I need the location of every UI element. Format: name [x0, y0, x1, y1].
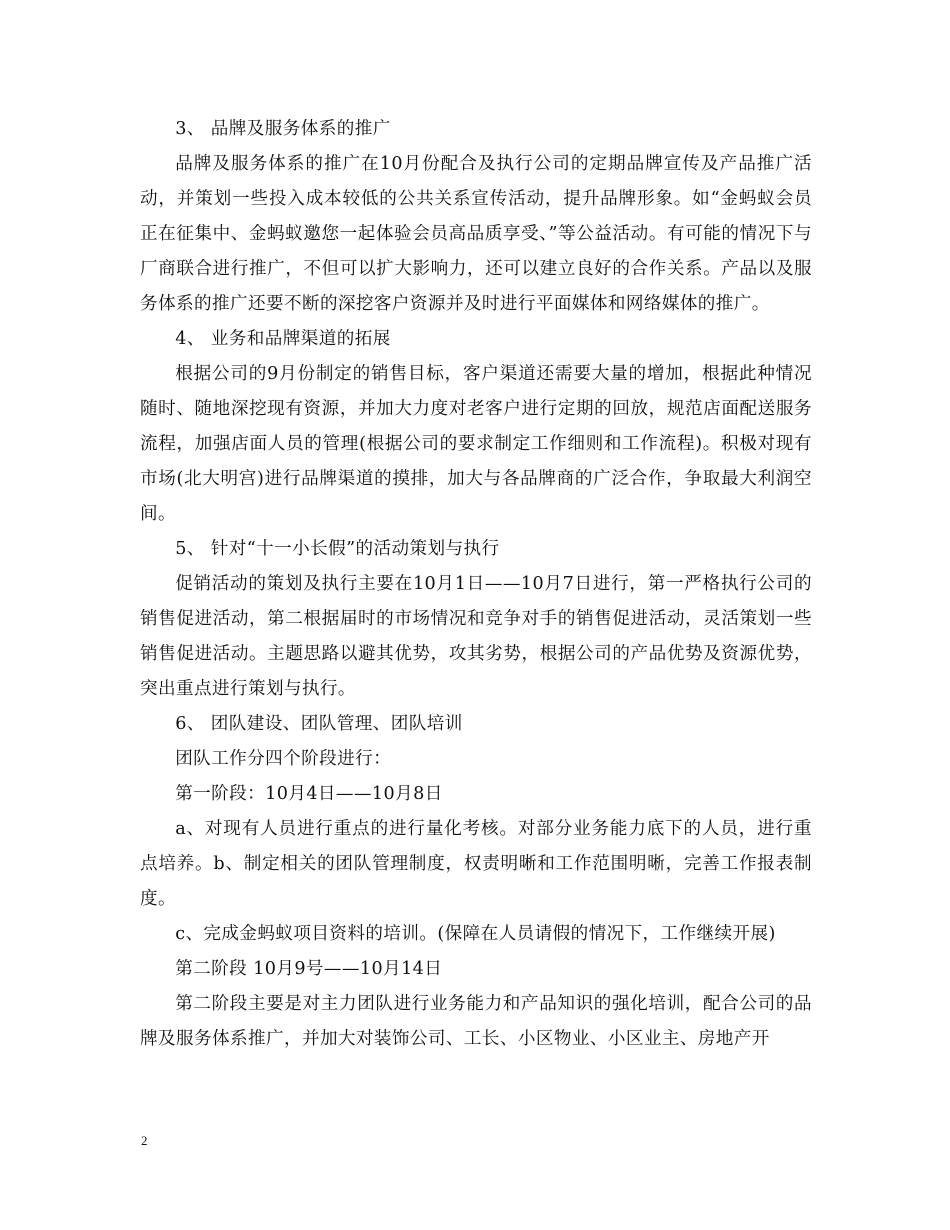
- section-heading-3: 3、 品牌及服务体系的推广: [175, 119, 391, 139]
- paragraph-team-stages-intro: 团队工作分四个阶段进行：: [175, 749, 392, 769]
- document-body: [140, 112, 812, 1057]
- section-heading-4: 4、 业务和品牌渠道的拓展: [175, 329, 391, 349]
- paragraph-brand-promotion: 品牌及服务体系的推广在10月份配合及执行公司的定期品牌宣传及产品推广活动，并策划一些投入成本较低的公共关系宣传活动，提升品牌形象。如“金蚂蚁会员正在征集中、金蚂蚁邀您一起体验会员高品质享受、”等公益活动。有可能的情况下与厂商联合进行推广，不但可以扩大影响力，还可以建立良好的合作关系。产品以及服务体系的推广还要不断的深挖客户资源并及时进行平面媒体和网络媒体的推广。: [140, 154, 812, 314]
- page-number: 2: [141, 1133, 148, 1148]
- paragraph-stage-one-title: 第一阶段：10月4日——10月8日: [175, 784, 443, 804]
- paragraph-stage-two-title: 第二阶段 10月9号——10月14日: [175, 959, 443, 979]
- paragraph-channel-expansion: 根据公司的9月份制定的销售目标，客户渠道还需要大量的增加，根据此种情况随时、随地深挖现有资源，并加大力度对老客户进行定期的回放，规范店面配送服务流程，加强店面人员的管理(根据公司的要求制定工作细则和工作流程)。积极对现有市场(北大明宫)进行品牌渠道的摸排，加大与各品牌商的广泛合作，争取最大利润空间。: [140, 364, 812, 524]
- paragraph-holiday-promotion: 促销活动的策划及执行主要在10月1日——10月7日进行，第一严格执行公司的销售促进活动，第二根据届时的市场情况和竞争对手的销售促进活动，灵活策划一些销售促进活动。主题思路以避其优势，攻其劣势，根据公司的产品优势及资源优势，突出重点进行策划与执行。: [140, 574, 812, 699]
- paragraph-stage-one-c: c、完成金蚂蚁项目资料的培训。(保障在人员请假的情况下，工作继续开展): [175, 924, 776, 944]
- paragraph-stage-one-ab: a、对现有人员进行重点的进行量化考核。对部分业务能力底下的人员，进行重点培养。b、制定相关的团队管理制度，权责明晰和工作范围明晰，完善工作报表制度。: [140, 819, 812, 909]
- section-heading-5: 5、 针对“十一小长假”的活动策划与执行: [175, 539, 500, 559]
- paragraph-stage-two-body: 第二阶段主要是对主力团队进行业务能力和产品知识的强化培训，配合公司的品牌及服务体系推广，并加大对装饰公司、工长、小区物业、小区业主、房地产开: [140, 994, 812, 1049]
- section-heading-6: 6、 团队建设、团队管理、团队培训: [175, 714, 463, 734]
